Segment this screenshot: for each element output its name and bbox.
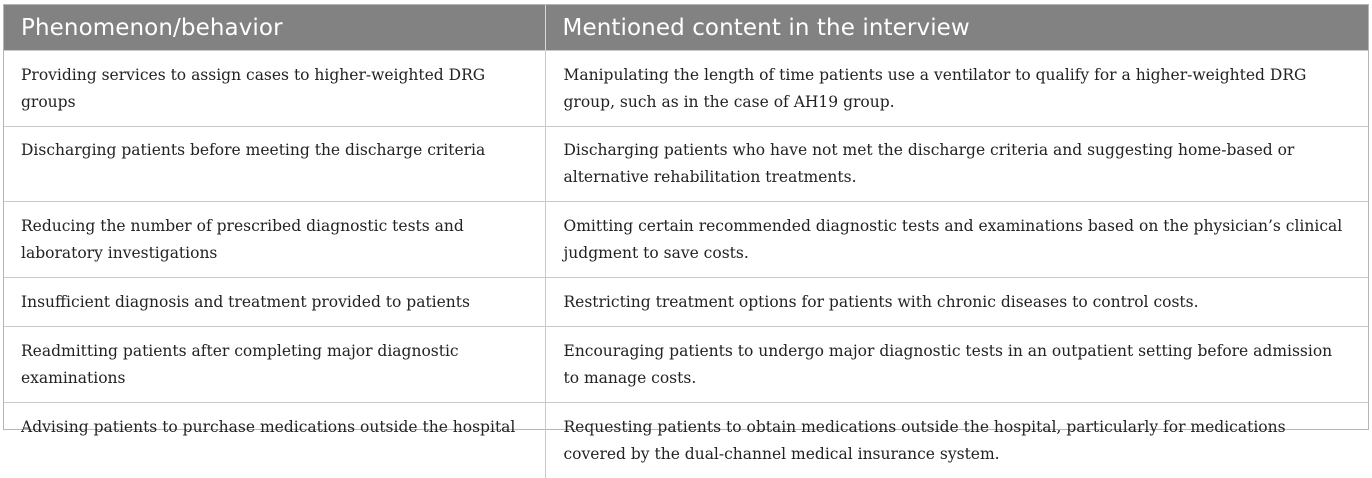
content-cell: Omitting certain recommended diagnostic tests and examinations based on the physician’s clinical judgment to save costs. bbox=[545, 202, 1368, 278]
content-cell: Discharging patients who have not met the discharge criteria and suggesting home-based or alternative rehabilitation treatments. bbox=[545, 127, 1368, 202]
content-cell: Encouraging patients to undergo major diagnostic tests in an outpatient setting before admission to manage costs. bbox=[545, 327, 1368, 403]
content-cell: Requesting patients to obtain medications outside the hospital, particularly for medications covered by the dual-channel medical insurance system. bbox=[545, 403, 1368, 478]
phenomenon-cell: Advising patients to purchase medications outside the hospital bbox=[4, 403, 545, 478]
table-header bbox=[4, 5, 1368, 51]
table-body bbox=[4, 51, 1368, 478]
table-row bbox=[4, 202, 1368, 278]
phenomenon-cell: Discharging patients before meeting the discharge criteria bbox=[4, 127, 545, 202]
table-row bbox=[4, 127, 1368, 202]
table-row bbox=[4, 403, 1368, 478]
phenomenon-cell: Readmitting patients after completing major diagnostic examinations bbox=[4, 327, 545, 403]
header-phenomenon: Phenomenon/behavior bbox=[4, 5, 545, 51]
interview-table bbox=[4, 5, 1368, 478]
phenomenon-cell: Insufficient diagnosis and treatment provided to patients bbox=[4, 278, 545, 327]
table-row bbox=[4, 327, 1368, 403]
interview-table-container bbox=[3, 4, 1369, 430]
header-mentioned-content: Mentioned content in the interview bbox=[545, 5, 1368, 51]
header-row bbox=[4, 5, 1368, 51]
table-row bbox=[4, 51, 1368, 127]
phenomenon-cell: Reducing the number of prescribed diagnostic tests and laboratory investigations bbox=[4, 202, 545, 278]
content-cell: Restricting treatment options for patients with chronic diseases to control costs. bbox=[545, 278, 1368, 327]
table-row bbox=[4, 278, 1368, 327]
phenomenon-cell: Providing services to assign cases to higher-weighted DRG groups bbox=[4, 51, 545, 127]
content-cell: Manipulating the length of time patients use a ventilator to qualify for a higher-weighted DRG group, such as in the case of AH19 group. bbox=[545, 51, 1368, 127]
